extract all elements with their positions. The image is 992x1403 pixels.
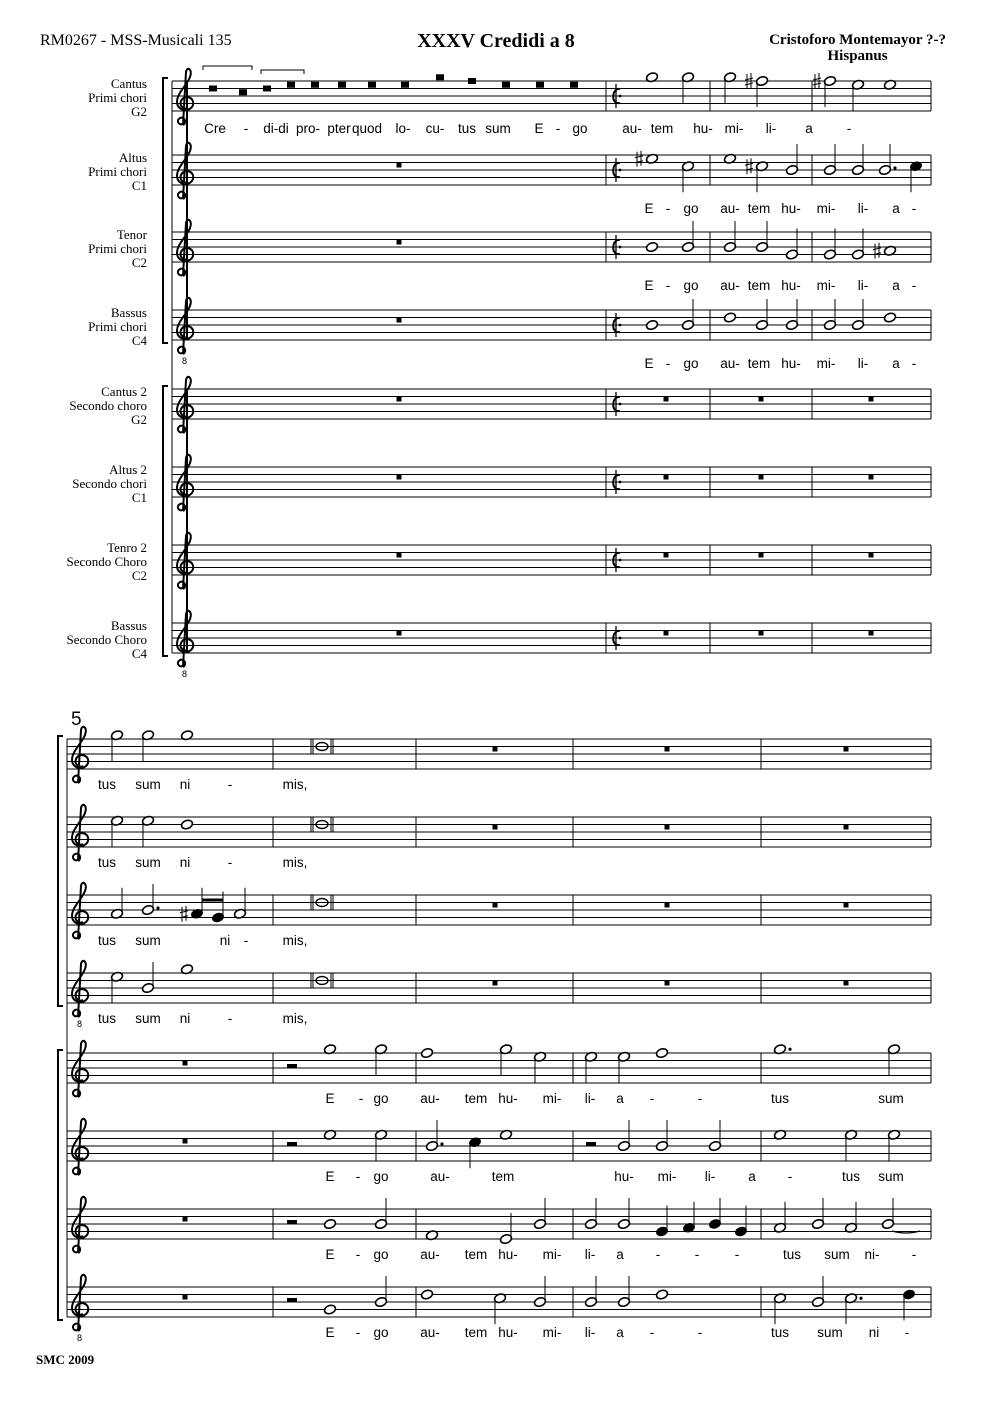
voice-label-name: Cantus [110,76,147,91]
whole-rest-icon [397,163,402,168]
lyric-syllable: mi- [542,1325,562,1340]
whole-rest-icon [759,553,764,558]
lyric-syllable: mis, [282,933,308,948]
staff-voice [66,533,931,589]
lyric-syllable: - [655,1247,661,1262]
voice-label-chorus: Primi chori [88,241,147,256]
treble-clef-icon [177,298,193,354]
lyric-syllable: ni [179,777,191,792]
lyric-syllable: ni [179,855,191,870]
voice-label-name: Tenro 2 [107,540,147,555]
staff-voice [72,455,931,511]
lyric-syllable: - [355,1247,361,1262]
lyric-syllable: li- [584,1247,596,1262]
lyric-syllable: tem [491,1169,515,1184]
staff-voice [67,1119,931,1184]
score-root [58,66,931,1343]
voice-label-clef: C2 [131,568,147,583]
lyric-syllable: a [748,1169,756,1184]
half-rest-icon [287,1298,297,1302]
choir-1-bracket [163,78,168,343]
treble-clef-icon [72,961,88,1017]
lyric-syllable: tem [747,356,771,371]
ligature-bracket-icon [261,70,304,74]
lyric-syllable: - [665,356,671,371]
voice-label-name: Tenor [116,227,147,242]
lyric-syllable: au- [720,356,740,371]
lyric-syllable: tem [464,1091,488,1106]
staff-voice [88,220,931,293]
voice-label-clef: C1 [131,178,147,193]
lyric-syllable: sum [135,933,161,948]
lyric-syllable: au- [420,1091,440,1106]
notehead-icon [323,1218,336,1229]
voice-label-chorus: Secondo chori [72,476,147,491]
voice-label-name: Altus 2 [109,462,147,477]
lyric-syllable: a [616,1247,624,1262]
whole-rest-icon [183,1295,188,1300]
lyric-syllable: hu- [498,1325,518,1340]
lyric-syllable: tus [770,1325,790,1340]
lyric-syllable: - [697,1091,703,1106]
lyric-syllable: tem [464,1325,488,1340]
lyric-syllable: ni [219,933,231,948]
treble-clef-icon [177,377,193,433]
voice-label-chorus: Secondo choro [69,398,147,413]
lyric-syllable: a [616,1091,624,1106]
whole-rest-icon [869,631,874,636]
half-rest-icon [287,1142,297,1146]
lyric-syllable: go [373,1247,389,1262]
lyric-syllable: sum [878,1169,904,1184]
lyric-syllable: ni- [864,1247,880,1262]
lyric-syllable: tus [97,1011,117,1026]
lyric-syllable: li- [704,1169,716,1184]
lyric-syllable: go [572,121,588,136]
whole-rest-icon [844,825,849,830]
staff-voice [67,1197,931,1262]
lyric-syllable: hu- [781,278,801,293]
lyric-syllable: a [616,1325,624,1340]
staff-voice [67,1275,931,1343]
voice-label-clef: C1 [131,490,147,505]
lyric-syllable: li- [857,201,869,216]
lyric-syllable: E [325,1091,335,1106]
whole-rest-icon [759,397,764,402]
lyric-syllable: ni [868,1325,880,1340]
black-square-note-icon [502,82,510,88]
catalog-number: RM0267 - MSS-Musicali 135 [40,32,232,49]
whole-rest-icon [183,1217,188,1222]
lyric-syllable: au- [430,1169,450,1184]
lyric-syllable: - [358,1091,364,1106]
black-square-note-icon [468,78,476,84]
lyric-syllable: li- [857,278,869,293]
treble-clef-icon [177,455,193,511]
lyric-syllable: pter [327,121,351,136]
treble-clef-icon [72,1197,88,1253]
staff-voice [88,143,931,216]
lyric-syllable: - [355,1325,361,1340]
voice-label-chorus: Secondo Choro [66,554,147,569]
augmentation-dot-icon [440,1142,443,1145]
lyric-syllable: mi- [657,1169,677,1184]
lyric-syllable: sum [878,1091,904,1106]
lyric-syllable: mis, [282,1011,308,1026]
voice-label-name: Cantus 2 [101,384,147,399]
half-rest-icon [287,1220,297,1224]
lyric-syllable: - [555,121,561,136]
lyric-syllable: mi- [542,1091,562,1106]
lyric-syllable: - [787,1169,793,1184]
lyric-syllable: hu- [781,201,801,216]
whole-rest-icon [759,475,764,480]
staff-voice [67,961,931,1029]
voice-label-chorus: Primi chori [88,319,147,334]
black-square-note-icon [570,82,578,88]
voice-label-clef: C4 [131,333,147,348]
lyric-syllable: - [694,1247,700,1262]
piece-title: XXXV Credidi a 8 [417,30,575,52]
whole-rest-icon [493,825,498,830]
lyric-syllable: sum [135,1011,161,1026]
lyric-syllable: E [644,356,654,371]
lyric-syllable: E [325,1169,335,1184]
treble-clef-icon [72,883,88,939]
whole-rest-icon [493,903,498,908]
lyric-syllable: - [243,933,249,948]
treble-clef-icon [177,69,193,125]
choir-2-bracket [58,1050,63,1320]
whole-rest-icon [664,631,669,636]
whole-rest-icon [665,747,670,752]
choir-2-bracket [163,386,168,656]
whole-rest-icon [664,475,669,480]
black-square-note-icon [368,82,376,88]
black-square-note-icon [338,82,346,88]
lyric-syllable: au- [720,278,740,293]
lyric-syllable: go [683,356,699,371]
whole-rest-icon [665,981,670,986]
black-square-note-icon [436,74,444,80]
whole-rest-icon [869,397,874,402]
notehead-icon [883,312,896,323]
lyric-syllable: tem [747,201,771,216]
whole-rest-icon [183,1061,188,1066]
whole-rest-icon [183,1139,188,1144]
whole-rest-icon [664,397,669,402]
lyric-syllable: - [665,201,671,216]
lyric-syllable: mi- [816,201,836,216]
octave-mark-icon: 8 [77,1019,83,1029]
lyric-syllable: lo- [395,121,411,136]
notehead-icon [180,819,193,830]
lyric-syllable: mi- [542,1247,562,1262]
octave-mark-icon: 8 [182,669,188,679]
composer-name: Cristoforo Montemayor ?-? [769,32,946,48]
choir-1-bracket [58,736,63,1006]
cut-time-dot [619,559,622,562]
lyric-syllable: sum [135,855,161,870]
sharp-icon [745,158,753,174]
voice-label-chorus: Primi chori [88,90,147,105]
whole-rest-icon [493,981,498,986]
ligature-bracket-icon [203,66,252,70]
voice-label-clef: C2 [131,255,147,270]
voice-label-name: Bassus [110,618,147,633]
lyric-syllable: sum [485,121,511,136]
footer-credit: SMC 2009 [36,1352,95,1367]
voice-label-clef: C4 [131,646,147,661]
lyric-syllable: hu- [781,356,801,371]
whole-rest-icon [397,553,402,558]
treble-clef-icon [72,1041,88,1097]
whole-rest-icon [397,318,402,323]
lyric-syllable: - [649,1091,655,1106]
notehead-icon [420,1289,433,1300]
lyric-syllable: - [904,1325,910,1340]
cut-time-dot [619,324,622,327]
voice-label-name: Bassus [110,305,147,320]
whole-rest-icon [869,553,874,558]
staff-voice [67,805,931,870]
whole-rest-icon [665,903,670,908]
lyric-syllable: - [227,855,233,870]
whole-rest-icon [759,631,764,636]
notehead-icon [655,1289,668,1300]
notehead-icon [645,319,658,330]
notehead-icon [655,1047,668,1058]
lyric-syllable: tem [464,1247,488,1262]
lyric-syllable: - [355,1169,361,1184]
lyric-syllable: tus [770,1091,790,1106]
lyric-syllable: li- [857,356,869,371]
composer-origin: Hispanus [827,48,888,64]
lyric-syllable: ni [179,1011,191,1026]
lyric-syllable: au- [420,1325,440,1340]
lyric-syllable: hu- [498,1091,518,1106]
staff-voice [88,66,931,136]
lyric-syllable: - [911,356,917,371]
lyric-syllable: E [325,1247,335,1262]
lyric-syllable: cu- [425,121,445,136]
lyric-syllable: - [846,121,852,136]
treble-clef-icon [72,727,88,783]
augmentation-dot-icon [156,906,159,909]
lyric-syllable: - [665,278,671,293]
treble-clef-icon [72,805,88,861]
lyric-syllable: - [649,1325,655,1340]
black-square-note-icon [536,82,544,88]
cut-time-dot [619,169,622,172]
lyric-syllable: a [892,356,900,371]
lyric-syllable: au- [720,201,740,216]
augmentation-dot-icon [893,166,896,169]
cut-time-dot [619,246,622,249]
voice-label-chorus: Primi chori [88,164,147,179]
augmentation-dot-icon [788,1048,791,1051]
lyric-syllable: - [911,1247,917,1262]
notehead-icon [723,312,736,323]
lyric-syllable: tem [747,278,771,293]
whole-rest-icon [397,240,402,245]
lyric-syllable: au- [420,1247,440,1262]
lyric-syllable: go [683,278,699,293]
lyric-syllable: - [697,1325,703,1340]
whole-rest-icon [397,475,402,480]
lyric-syllable: go [373,1169,389,1184]
lyric-syllable: hu- [498,1247,518,1262]
measure-number: 5 [71,709,82,730]
staff-voice [67,883,931,948]
staff-voice [67,727,931,792]
lyric-syllable: sum [135,777,161,792]
lyric-syllable: - [227,1011,233,1026]
lyric-syllable: tus [457,121,477,136]
whole-rest-icon [493,747,498,752]
black-square-note-icon [263,86,271,92]
sharp-icon [635,151,643,167]
half-rest-icon [287,1064,297,1068]
lyric-syllable: tus [97,933,117,948]
lyric-syllable: li- [765,121,777,136]
whole-rest-icon [665,825,670,830]
lyric-syllable: tus [97,777,117,792]
staff-voice [88,298,931,371]
lyric-syllable: E [644,278,654,293]
lyric-syllable: a [892,278,900,293]
lyric-syllable: E [644,201,654,216]
lyric-syllable: sum [824,1247,850,1262]
lyric-syllable: li- [584,1091,596,1106]
lyric-syllable: li- [584,1325,596,1340]
sharp-icon [873,243,881,259]
lyric-syllable: hu- [693,121,713,136]
voice-label-clef: G2 [131,412,147,427]
augmentation-dot-icon [859,1297,862,1300]
half-rest-icon [586,1142,596,1146]
octave-mark-icon: 8 [77,1333,83,1343]
sharp-icon [180,906,188,922]
lyric-syllable: a [892,201,900,216]
staff-voice [66,611,931,679]
lyric-syllable: sum [817,1325,843,1340]
black-square-note-icon [209,86,217,92]
lyric-syllable: - [911,201,917,216]
octave-mark-icon: 8 [182,356,188,366]
lyric-syllable: di-di [263,121,289,136]
lyric-syllable: mi- [724,121,744,136]
notehead-icon [323,1304,336,1315]
notehead-icon [645,241,658,252]
treble-clef-icon [177,611,193,667]
black-square-note-icon [287,82,295,88]
lyric-syllable: mi- [816,278,836,293]
lyric-syllable: - [911,278,917,293]
lyric-syllable: - [227,777,233,792]
whole-rest-icon [397,631,402,636]
lyric-syllable: pro- [295,121,321,136]
notehead-icon [420,1047,433,1058]
cut-time-dot [619,403,622,406]
cut-time-dot [619,637,622,640]
treble-clef-icon [72,1119,88,1175]
lyric-syllable: go [373,1325,389,1340]
lyric-syllable: hu- [614,1169,634,1184]
black-square-note-icon [311,82,319,88]
whole-rest-icon [397,397,402,402]
lyric-syllable: tus [782,1247,802,1262]
voice-label-name: Altus [118,150,147,165]
whole-rest-icon [844,981,849,986]
system-2 [58,709,931,1343]
lyric-syllable: quod [351,121,383,136]
lyric-syllable: tus [841,1169,861,1184]
treble-clef-icon [177,533,193,589]
staff-voice [69,377,931,433]
whole-rest-icon [869,475,874,480]
lyric-syllable: a [805,121,813,136]
cut-time-dot [619,481,622,484]
lyric-syllable: E [325,1325,335,1340]
lyric-syllable: - [243,121,249,136]
whole-rest-icon [844,747,849,752]
lyric-syllable: au- [622,121,642,136]
lyric-syllable: tem [650,121,674,136]
lyric-syllable: Cre [204,121,226,136]
staff-voice [67,1041,931,1106]
lyric-syllable: mis, [282,855,308,870]
lyric-syllable: tus [97,855,117,870]
treble-clef-icon [177,220,193,276]
black-square-note-icon [239,89,247,95]
lyric-syllable: go [373,1091,389,1106]
voice-label-clef: G2 [131,104,147,119]
lyric-syllable: go [683,201,699,216]
whole-rest-icon [844,903,849,908]
treble-clef-icon [72,1275,88,1331]
whole-rest-icon [664,553,669,558]
lyric-syllable: mis, [282,777,308,792]
black-square-note-icon [401,82,409,88]
lyric-syllable: - [734,1247,740,1262]
system-1 [66,66,931,679]
lyric-syllable: mi- [816,356,836,371]
treble-clef-icon [177,143,193,199]
cut-time-dot [619,95,622,98]
lyric-syllable: E [534,121,544,136]
voice-label-chorus: Secondo Choro [66,632,147,647]
